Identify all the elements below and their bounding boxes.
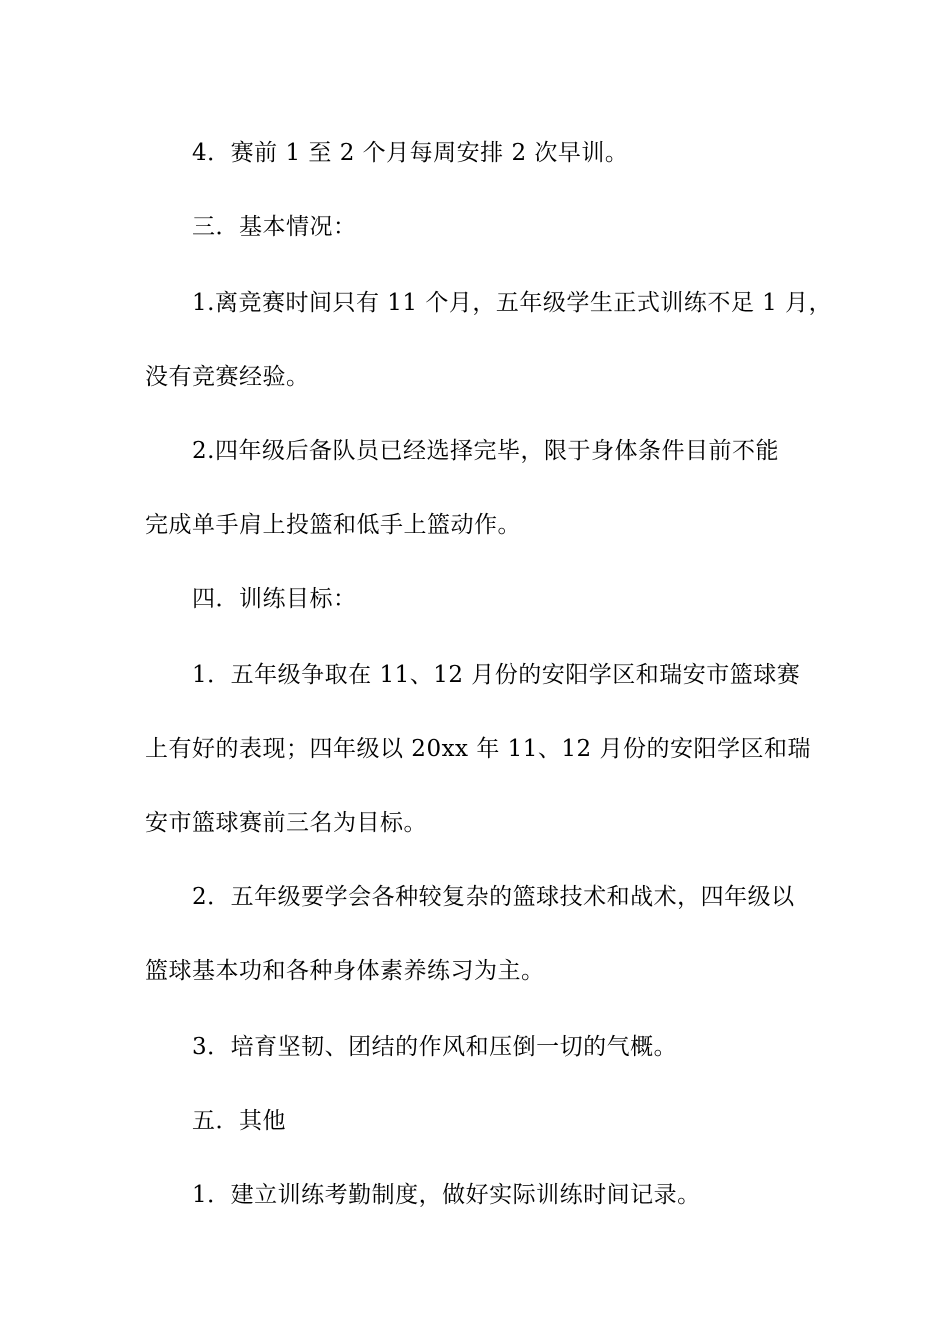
- paragraph-line: 完成单手肩上投篮和低手上篮动作。: [145, 512, 521, 538]
- paragraph-line: 安市篮球赛前三名为目标。: [145, 810, 427, 836]
- section-heading: 四．训练目标：: [192, 586, 357, 612]
- paragraph-line: 3．培育坚韧、团结的作风和压倒一切的气概。: [192, 1034, 678, 1060]
- paragraph-line: 1．建立训练考勤制度，做好实际训练时间记录。: [192, 1182, 701, 1208]
- paragraph-line: 篮球基本功和各种身体素养练习为主。: [145, 958, 545, 984]
- section-heading: 三．基本情况：: [192, 214, 357, 240]
- paragraph-line: 4．赛前 1 至 2 个月每周安排 2 次早训。: [192, 140, 629, 166]
- paragraph-line: 2.四年级后备队员已经选择完毕，限于身体条件目前不能: [192, 438, 779, 464]
- section-heading: 五．其他: [192, 1108, 286, 1134]
- paragraph-line: 1．五年级争取在 11、12 月份的安阳学区和瑞安市篮球赛: [192, 662, 801, 688]
- paragraph-line: 1.离竞赛时间只有 11 个月，五年级学生正式训练不足 1 月，: [192, 290, 833, 316]
- paragraph-line: 上有好的表现；四年级以 20xx 年 11、12 月份的安阳学区和瑞: [145, 736, 811, 762]
- paragraph-line: 没有竞赛经验。: [145, 364, 310, 390]
- paragraph-line: 2．五年级要学会各种较复杂的篮球技术和战术，四年级以: [192, 884, 795, 910]
